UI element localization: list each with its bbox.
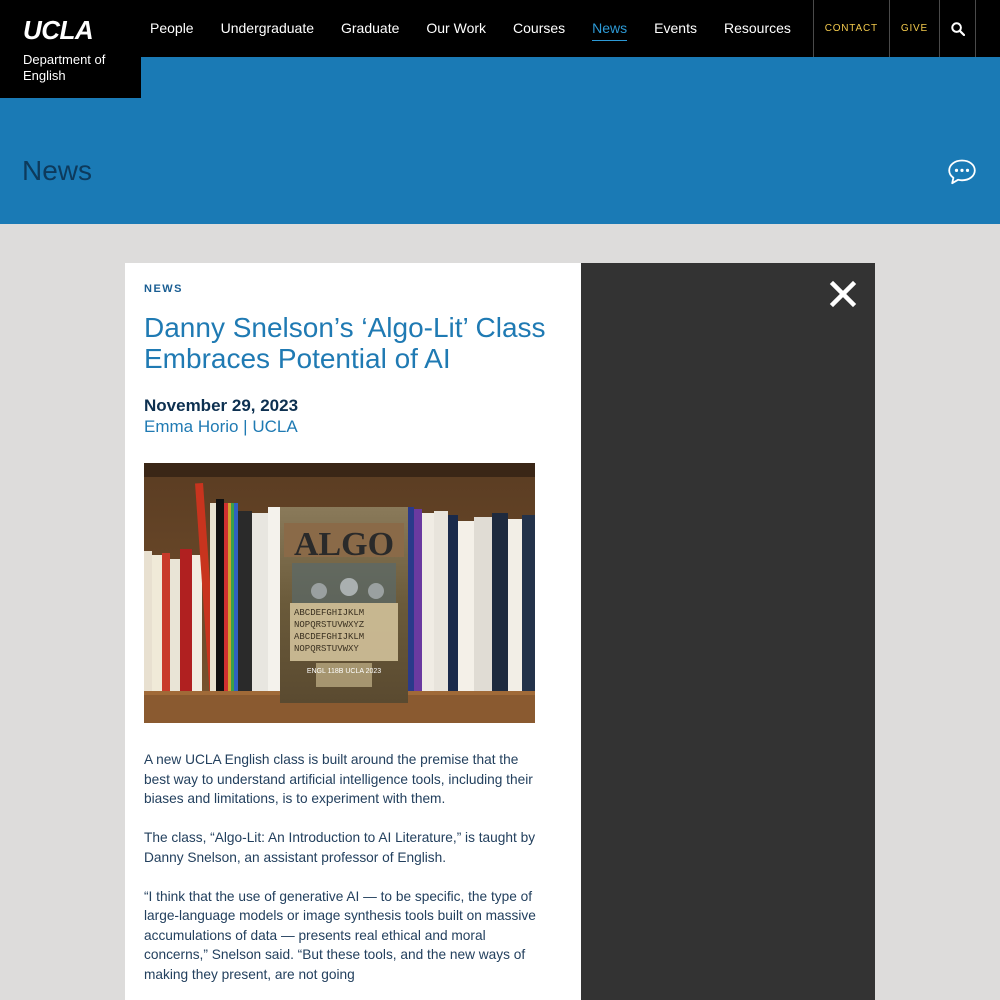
- svg-text:NOPQRSTUVWXY: NOPQRSTUVWXY: [294, 644, 359, 654]
- contact-link[interactable]: CONTACT: [813, 0, 889, 57]
- svg-text:ABCDEFGHIJKLM: ABCDEFGHIJKLM: [294, 608, 365, 618]
- ucla-english-logo[interactable]: [0, 0, 141, 98]
- article-category: NEWS: [144, 283, 183, 295]
- chat-bubble-icon[interactable]: [947, 158, 977, 186]
- modal-side-panel: [581, 263, 875, 1000]
- article-modal: [125, 263, 581, 1000]
- nav-item-resources[interactable]: Resources: [723, 20, 791, 36]
- nav-item-graduate[interactable]: Graduate: [341, 20, 400, 36]
- main-nav: [150, 0, 818, 57]
- search-icon: [951, 22, 965, 36]
- page-hero: [0, 57, 1000, 224]
- close-icon[interactable]: [829, 280, 857, 308]
- photo-book-label: ENGL 118B UCLA 2023: [306, 668, 382, 675]
- article-paragraph: The class, “Algo-Lit: An Introduction to AI Literature,” is taught by Danny Snelson, an assistant professor of English.: [144, 830, 536, 865]
- department-name: Department of English: [23, 52, 106, 83]
- nav-item-courses[interactable]: Courses: [513, 20, 566, 36]
- ucla-wordmark: UCLA: [23, 15, 94, 45]
- photo-book-title: ALGO: [293, 526, 395, 563]
- utility-links: [813, 0, 976, 57]
- nav-item-our-work[interactable]: Our Work: [426, 20, 487, 36]
- article-byline: Emma Horio | UCLA: [144, 417, 298, 436]
- article-paragraph: A new UCLA English class is built around the premise that the best way to understand artificial intelligence tools, including their biases and limitations, is to experiment with them.: [144, 752, 533, 806]
- nav-item-people[interactable]: People: [150, 20, 194, 36]
- article-headline: Danny Snelson’s ‘Algo-Lit’ Class Embraces Potential of AI: [144, 312, 546, 374]
- top-navigation-bar: [0, 0, 1000, 57]
- article-date: November 29, 2023: [144, 396, 299, 415]
- nav-item-events[interactable]: Events: [654, 20, 697, 36]
- nav-item-undergraduate[interactable]: Undergraduate: [220, 20, 314, 36]
- article-body: [144, 750, 536, 984]
- article-paragraph: “I think that the use of generative AI — to be specific, the type of large-language models or image synthesis tools built on massive accumulations of data — presents real ethical and moral concerns,” Snelson said. “But these tools, and the new ways of making they present, are not going: [144, 888, 536, 982]
- search-button[interactable]: [939, 0, 976, 57]
- bookshelf-photo: [144, 463, 535, 723]
- nav-item-news[interactable]: News: [592, 0, 627, 57]
- give-link[interactable]: GIVE: [889, 0, 939, 57]
- page-title: News: [22, 155, 93, 186]
- svg-text:NOPQRSTUVWXYZ: NOPQRSTUVWXYZ: [294, 620, 365, 630]
- svg-text:ABCDEFGHIJKLM: ABCDEFGHIJKLM: [294, 632, 365, 642]
- article-photo: [144, 463, 535, 723]
